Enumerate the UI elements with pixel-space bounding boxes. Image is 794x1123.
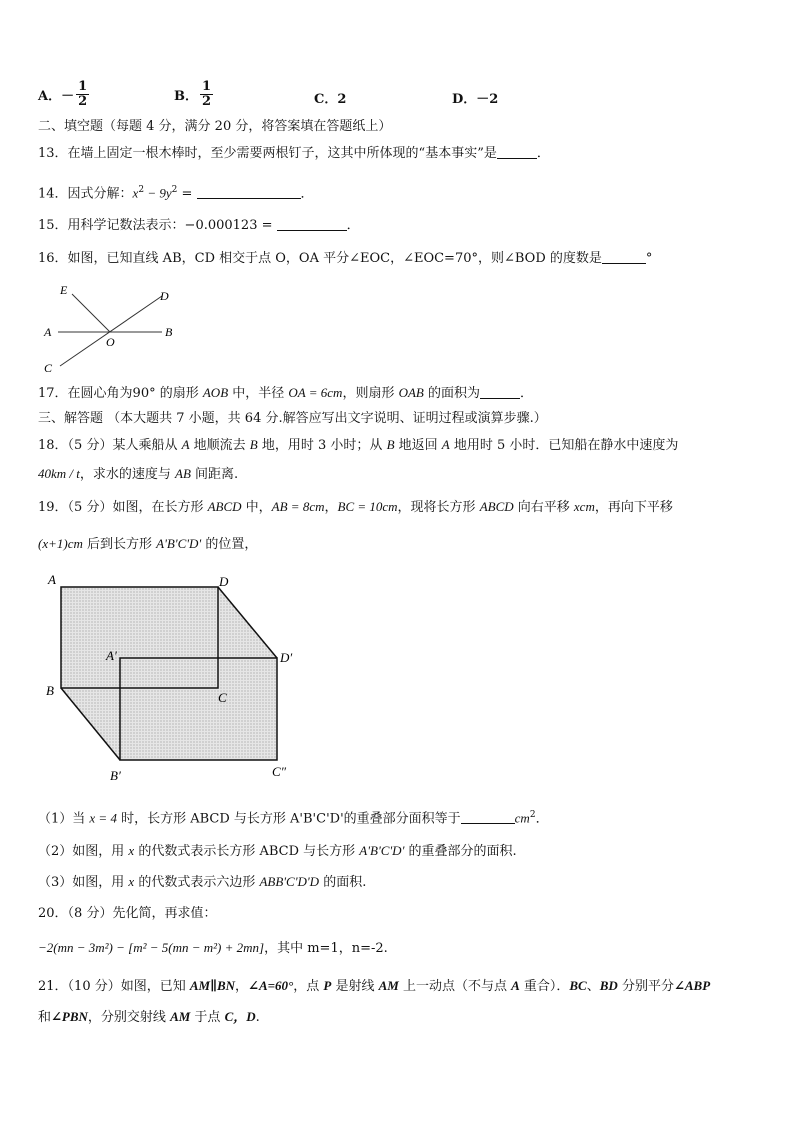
q19-3-text-1: （3）如图，用 [38,875,129,890]
answer-blank-16[interactable] [602,250,646,264]
q18-b2: B [386,437,395,452]
q19-2-text-2: 的代数式表示长方形 ABCD 与长方形 [134,844,360,859]
question-17-deg: 90° [132,386,156,401]
q19-text-4: ，现将长方形 [397,500,480,515]
q21-text-7: 、 [586,979,600,994]
q20-condition: ，其中 m=1，n=-2. [264,941,388,956]
q18-text-4: 地返回 [394,438,442,453]
q21-text-2: ， [235,979,249,994]
ray-oe [72,294,110,332]
question-13-text: 13．在墙上固定一根木棒时，至少需要两根钉子，这其中所体现的“基本事实”是 [38,146,497,161]
option-a-fraction [76,80,89,109]
question-19-part-1 [38,806,549,828]
q21-angle-a: ∠A=60° [248,978,294,993]
q21-a: A [511,978,520,993]
q18-b1: B [249,437,258,452]
q21-text-9: 和 [38,1010,52,1025]
line-cd [60,296,162,366]
fig19-label-b: B [46,683,54,698]
label-a: A [44,325,52,339]
q18-text-2: 地顺流去 [189,438,250,453]
q19-3-text-2: 的代数式表示六边形 [134,875,260,890]
q21-text-11: 于点 [190,1010,225,1025]
question-21-line-1 [38,977,710,996]
answer-blank-14[interactable] [197,185,301,199]
q21-abp: ∠ABP [673,978,711,993]
q18-text-3: 地，用时 3 小时；从 [257,438,387,453]
option-a-label: A． [38,89,62,104]
question-21-line-2 [38,1008,260,1027]
q21-text-4: 是射线 [331,979,379,994]
option-b-label: B． [174,89,198,104]
figure-16-intersecting-lines [38,280,188,380]
question-15-end: ． [346,218,360,233]
q18-a1: A [181,437,190,452]
fig19-label-d-prime: D′ [280,650,293,665]
section-fill-blank-heading: 二、填空题（每题 4 分，满分 20 分，将答案填在答题纸上） [38,119,392,134]
q20-expr: −2(mn − 3m²) − [m² − 5(mn − m²) + 2mn] [38,940,265,955]
question-15 [38,217,360,235]
fig19-label-a: A [48,572,56,587]
q21-text-10: ，分别交射线 [87,1010,171,1025]
q21-bc: BC [569,978,587,993]
q19-text-2: 中， [241,500,272,515]
q18-text-1: 18．（5 分）某人乘船从 [38,438,182,453]
question-17-oab: OAB [398,385,424,400]
question-17-aob: AOB [202,385,229,400]
question-17 [38,384,533,403]
question-19-part-3 [38,873,366,892]
fig19-label-d: D [219,574,229,589]
label-o: O [106,335,115,349]
option-a-denominator: 2 [78,94,88,109]
q19-text-3: ， [324,500,338,515]
section-answer-heading: 三、解答题 （本大题共 7 小题，共 64 分.解答应写出文字说明、证明过程或演算步骤.） [38,411,547,426]
q18-ab: AB [175,466,191,481]
hexagon-shaded-region [61,587,277,760]
q19-bc: BC = 10cm [337,499,398,514]
q19-3-text-3: 的面积. [319,875,367,890]
q21-am-bn: AM∥BN [189,978,236,993]
option-b [174,80,215,109]
question-15-prefix: 15．用科学记数法表示： [38,218,185,233]
q21-am-2: AM [170,1009,191,1024]
question-18-line-2 [38,465,238,484]
q18-text-6: ，求水的速度与 [79,467,176,482]
q19-abcd-2: ABCD [479,499,514,514]
fig19-label-b-prime: B′ [110,768,121,783]
fig19-label-c: C [218,690,227,705]
question-14-prefix: 14．因式分解： [38,186,133,202]
option-a-sign: － [61,89,75,104]
option-d-label: D．－2 [452,92,499,107]
q19-3-x: x [128,874,135,889]
question-17-p2: 的扇形 [155,386,203,401]
q21-pbn: ∠PBN [51,1009,88,1024]
q21-text-6: 重合）． [519,979,570,994]
option-b-denominator: 2 [202,94,212,109]
question-14-end: ． [300,186,314,202]
q19-2-text-1: （2）如图，用 [38,844,129,859]
q19-shift-expr: (x+1)cm [38,536,83,551]
answer-blank-17[interactable] [480,385,520,399]
option-d [452,88,498,107]
question-17-p3: 中，半径 [228,386,289,401]
question-16-end: ° [645,251,653,266]
question-16-text: 16．如图，已知直线 AB，CD 相交于点 O，OA 平分∠EOC，∠EOC=70°，则∠BOD 的度数是 [38,251,602,266]
q19-text-8: 的位置， [201,537,258,552]
q21-text-12: . [255,1010,260,1025]
question-17-end: ． [520,386,534,401]
q18-text-7: 间距离. [190,467,239,482]
q18-text-5: 地用时 5 小时．已知船在静水中速度为 [449,438,679,453]
q21-am: AM [378,978,399,993]
answer-blank-19-1[interactable] [461,810,515,824]
answer-blank-13[interactable] [497,145,537,159]
q19-1-text-2: 时，长方形 ABCD 与长方形 A'B'C'D'的重叠部分面积等于 [116,811,461,827]
option-c-label: C．2 [314,92,347,107]
question-17-p4: ，则扇形 [342,386,399,401]
q19-2-rect: A'B'C'D' [359,843,405,858]
answer-blank-15[interactable] [277,217,347,231]
q21-cd: C，D [224,1009,256,1024]
question-14-expr-y: − 9y [144,185,172,201]
option-a-numerator: 1 [78,79,88,94]
fig19-label-a-prime: A′ [106,648,117,663]
q19-3-hex: ABB'C'D'D [259,874,320,889]
question-13-end: ． [536,146,550,161]
question-15-expr: −0.000123 = [184,218,277,233]
q19-1-unit: cm [514,810,530,826]
question-17-p5: 的面积为 [423,386,480,401]
label-b: B [165,325,173,339]
option-c [314,88,346,107]
q21-text-1: 21．（10 分）如图，已知 [38,979,190,994]
q19-text-6: ，再向下平移 [594,500,673,515]
label-d: D [160,289,169,303]
q18-a2: A [441,437,450,452]
q19-1-text-1: （1）当 [38,811,90,827]
q19-text-5: 向右平移 [513,500,574,515]
q19-ab: AB = 8cm [271,499,325,514]
option-b-numerator: 1 [202,79,212,94]
question-19-part-2 [38,842,517,861]
question-19-line-2 [38,535,257,554]
q21-text-5: 上一动点（不与点 [398,979,512,994]
q19-rect2: A'B'C'D' [156,536,202,551]
label-e: E [60,283,68,297]
q21-bd: BD [599,978,618,993]
question-17-p1: 17．在圆心角为 [38,386,133,401]
question-19-line-1 [38,498,673,517]
q19-xcm: xcm [573,499,595,514]
q19-text-1: 19．（5 分）如图，在长方形 [38,500,208,515]
option-a [38,80,91,109]
q21-text-3: ，点 [293,979,324,994]
fig19-label-c-prime: C″ [272,764,287,779]
question-14-equals: = [177,186,197,202]
figure-19-translated-rectangles [40,570,320,790]
q21-p: P [323,978,332,993]
question-14-exp-2: 2 [171,185,178,195]
question-18-line-1 [38,436,678,455]
q19-1-unit-sup: 2 [529,810,536,820]
question-17-oa: OA = 6cm [288,385,343,400]
q19-2-text-3: 的重叠部分的面积. [404,844,517,859]
question-16 [38,250,652,268]
question-14 [38,181,314,203]
q19-1-x4: x = 4 [89,810,117,826]
q18-speed: 40km / t [38,466,80,481]
q21-text-8: 分别平分 [617,979,674,994]
question-13 [38,145,550,163]
q19-2-x: x [128,843,135,858]
question-14-exp-1: 2 [138,185,145,195]
question-20-expression [38,939,388,958]
question-14-expr-x: x [132,185,139,201]
label-c: C [44,361,53,375]
question-20-title: 20．（8 分）先化简，再求值： [38,906,217,921]
q19-1-end: ． [535,811,549,827]
q19-abcd-1: ABCD [207,499,242,514]
q19-text-7: 后到长方形 [82,537,157,552]
option-b-fraction [200,80,213,109]
